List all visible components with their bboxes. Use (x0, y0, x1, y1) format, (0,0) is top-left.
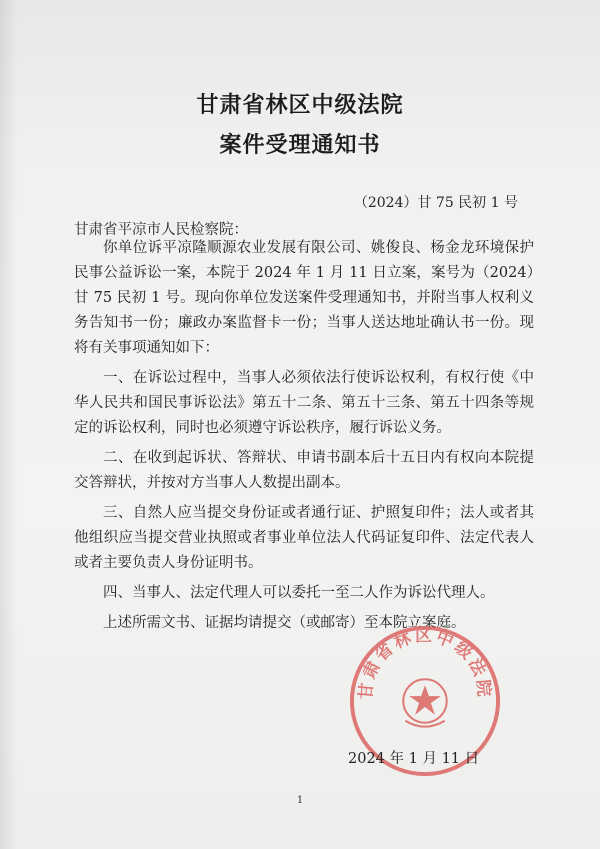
court-name-title: 甘肃省林区中级法院 (196, 92, 404, 118)
national-emblem-icon (403, 679, 446, 726)
issue-date: 2024 年 1 月 11 日 (348, 751, 480, 767)
page-number: 1 (296, 795, 304, 806)
case-number: （2024）甘 75 民初 1 号 (353, 195, 518, 211)
addressee: 甘肃省平凉市人民检察院： (74, 222, 248, 238)
notice-body (74, 236, 534, 636)
paragraph-intro: 你单位诉平凉隆顺源农业发展有限公司、姚俊良、杨金龙环境保护民事公益诉讼一案，本院于 2024 年 1 月 11 日立案，案号为（2024）甘 75 民初 1 号。现向你单位发送案件受理通知书，并附当事人权利义务告知书一份；廉政办案监督卡一份；当事人送达地址确认书一份。现将有关事项通知如下： (74, 240, 534, 356)
seal-text: 甘肃省林区中级法院 (355, 625, 495, 701)
paragraph-closing: 上述所需文书、证据均请提交（或邮寄）至本院立案庭。 (103, 615, 466, 631)
notice-title: 案件受理通知书 (219, 132, 381, 158)
paragraph-item-1: 一、在诉讼过程中，当事人必须依法行使诉讼权利，有权行使《中华人民共和国民事诉讼法》第五十二条、第五十三条、第五十四条等规定的诉讼权利，同时也必须遵守诉讼秩序，履行诉讼义务。 (74, 370, 534, 436)
paragraph-item-3: 三、自然人应当提交身份证或者通行证、护照复印件；法人或者其他组织应当提交营业执照或者事业单位法人代码证复印件、法定代表人或者主要负责人身份证明书。 (74, 505, 534, 571)
paragraph-item-4: 四、当事人、法定代理人可以委托一至二人作为诉讼代理人。 (103, 585, 495, 601)
paragraph-item-2: 二、在收到起诉状、答辩状、申请书副本后十五日内有权向本院提交答辩状，并按对方当事人人数提出副本。 (74, 450, 534, 491)
